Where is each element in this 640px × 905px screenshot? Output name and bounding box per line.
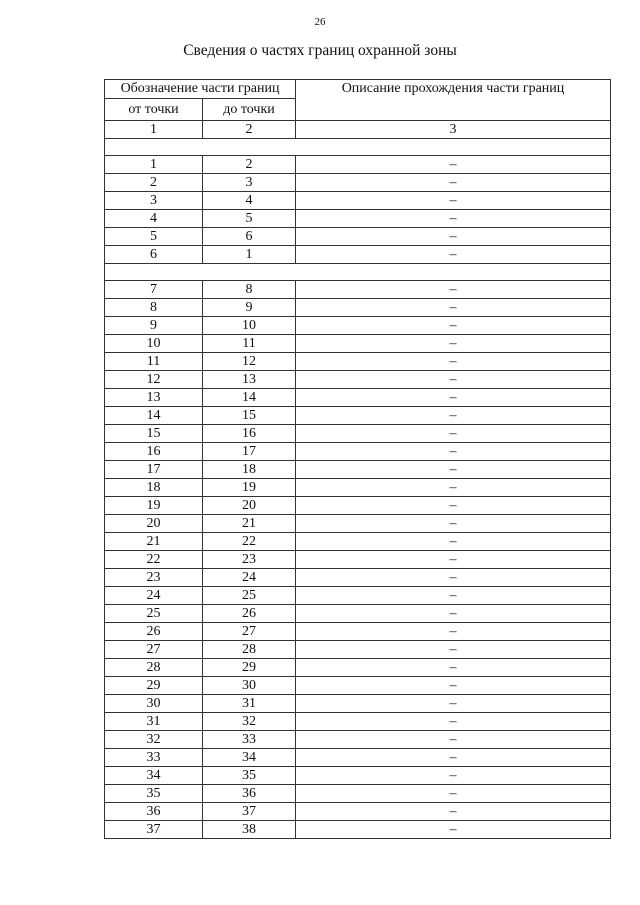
from-point-cell: 26: [105, 623, 203, 641]
to-point-cell: 37: [203, 803, 296, 821]
table-row: [105, 317, 611, 335]
from-point-cell: 27: [105, 641, 203, 659]
to-point-cell: 30: [203, 677, 296, 695]
from-point-cell: 33: [105, 749, 203, 767]
from-point-cell: 17: [105, 461, 203, 479]
to-point-cell: 2: [203, 156, 296, 174]
description-cell: –: [296, 587, 611, 605]
table-row: [105, 192, 611, 210]
table-row: [105, 551, 611, 569]
column-number-2: 2: [203, 121, 296, 139]
header-from-point: от точки: [105, 99, 203, 121]
table-row: [105, 174, 611, 192]
from-point-cell: 5: [105, 228, 203, 246]
table-row: [105, 479, 611, 497]
description-cell: –: [296, 821, 611, 839]
description-cell: –: [296, 174, 611, 192]
to-point-cell: 26: [203, 605, 296, 623]
table-row: [105, 210, 611, 228]
to-point-cell: 5: [203, 210, 296, 228]
to-point-cell: 24: [203, 569, 296, 587]
to-point-cell: 23: [203, 551, 296, 569]
description-cell: –: [296, 569, 611, 587]
table-row: [105, 353, 611, 371]
from-point-cell: 25: [105, 605, 203, 623]
section-separator-cell: [105, 264, 611, 281]
header-boundary-description: Описание прохождения части границ: [296, 80, 611, 121]
description-cell: –: [296, 156, 611, 174]
boundary-parts-table: [104, 79, 611, 839]
from-point-cell: 14: [105, 407, 203, 425]
description-cell: –: [296, 353, 611, 371]
to-point-cell: 3: [203, 174, 296, 192]
description-cell: –: [296, 731, 611, 749]
description-cell: –: [296, 641, 611, 659]
section-separator-2: [105, 264, 611, 281]
from-point-cell: 11: [105, 353, 203, 371]
description-cell: –: [296, 497, 611, 515]
table-row: [105, 695, 611, 713]
description-cell: –: [296, 317, 611, 335]
to-point-cell: 11: [203, 335, 296, 353]
from-point-cell: 8: [105, 299, 203, 317]
to-point-cell: 18: [203, 461, 296, 479]
from-point-cell: 32: [105, 731, 203, 749]
to-point-cell: 27: [203, 623, 296, 641]
table-row: [105, 407, 611, 425]
from-point-cell: 36: [105, 803, 203, 821]
from-point-cell: 3: [105, 192, 203, 210]
from-point-cell: 21: [105, 533, 203, 551]
from-point-cell: 18: [105, 479, 203, 497]
table-row: [105, 749, 611, 767]
table-row: [105, 767, 611, 785]
to-point-cell: 14: [203, 389, 296, 407]
from-point-cell: 4: [105, 210, 203, 228]
from-point-cell: 35: [105, 785, 203, 803]
page-number: 26: [314, 16, 326, 28]
section-separator-1: [105, 139, 611, 156]
from-point-cell: 13: [105, 389, 203, 407]
page-title: Сведения о частях границ охранной зоны: [183, 42, 457, 59]
from-point-cell: 16: [105, 443, 203, 461]
description-cell: –: [296, 749, 611, 767]
section-separator-cell: [105, 139, 611, 156]
table-row: [105, 569, 611, 587]
description-cell: –: [296, 192, 611, 210]
to-point-cell: 4: [203, 192, 296, 210]
to-point-cell: 33: [203, 731, 296, 749]
description-cell: –: [296, 228, 611, 246]
to-point-cell: 8: [203, 281, 296, 299]
to-point-cell: 21: [203, 515, 296, 533]
table-row: [105, 587, 611, 605]
description-cell: –: [296, 659, 611, 677]
description-cell: –: [296, 281, 611, 299]
from-point-cell: 20: [105, 515, 203, 533]
column-numbers-row: [105, 121, 611, 139]
to-point-cell: 20: [203, 497, 296, 515]
table-row: [105, 533, 611, 551]
table-row: [105, 443, 611, 461]
table-row: [105, 156, 611, 174]
to-point-cell: 35: [203, 767, 296, 785]
from-point-cell: 19: [105, 497, 203, 515]
table-row: [105, 425, 611, 443]
description-cell: –: [296, 695, 611, 713]
from-point-cell: 1: [105, 156, 203, 174]
from-point-cell: 15: [105, 425, 203, 443]
to-point-cell: 1: [203, 246, 296, 264]
column-number-3: 3: [296, 121, 611, 139]
to-point-cell: 9: [203, 299, 296, 317]
description-cell: –: [296, 533, 611, 551]
description-cell: –: [296, 407, 611, 425]
description-cell: –: [296, 785, 611, 803]
column-number-1: 1: [105, 121, 203, 139]
to-point-cell: 32: [203, 713, 296, 731]
table-row: [105, 803, 611, 821]
to-point-cell: 19: [203, 479, 296, 497]
description-cell: –: [296, 515, 611, 533]
table-row: [105, 641, 611, 659]
description-cell: –: [296, 299, 611, 317]
table-row: [105, 659, 611, 677]
to-point-cell: 10: [203, 317, 296, 335]
table-row: [105, 389, 611, 407]
to-point-cell: 13: [203, 371, 296, 389]
from-point-cell: 28: [105, 659, 203, 677]
description-cell: –: [296, 461, 611, 479]
description-cell: –: [296, 677, 611, 695]
table-row: [105, 713, 611, 731]
from-point-cell: 23: [105, 569, 203, 587]
to-point-cell: 15: [203, 407, 296, 425]
header-group-boundary-designation: Обозначение части границ: [105, 80, 296, 99]
from-point-cell: 29: [105, 677, 203, 695]
description-cell: –: [296, 371, 611, 389]
to-point-cell: 16: [203, 425, 296, 443]
to-point-cell: 6: [203, 228, 296, 246]
description-cell: –: [296, 246, 611, 264]
table-row: [105, 731, 611, 749]
from-point-cell: 12: [105, 371, 203, 389]
to-point-cell: 36: [203, 785, 296, 803]
description-cell: –: [296, 443, 611, 461]
table-row: [105, 246, 611, 264]
from-point-cell: 30: [105, 695, 203, 713]
from-point-cell: 9: [105, 317, 203, 335]
to-point-cell: 29: [203, 659, 296, 677]
table-row: [105, 281, 611, 299]
to-point-cell: 22: [203, 533, 296, 551]
to-point-cell: 12: [203, 353, 296, 371]
to-point-cell: 17: [203, 443, 296, 461]
table-row: [105, 623, 611, 641]
boundary-parts-table-body: [105, 80, 611, 839]
to-point-cell: 38: [203, 821, 296, 839]
table-row: [105, 461, 611, 479]
description-cell: –: [296, 425, 611, 443]
from-point-cell: 6: [105, 246, 203, 264]
to-point-cell: 34: [203, 749, 296, 767]
from-point-cell: 7: [105, 281, 203, 299]
description-cell: –: [296, 479, 611, 497]
header-to-point: до точки: [203, 99, 296, 121]
description-cell: –: [296, 623, 611, 641]
from-point-cell: 2: [105, 174, 203, 192]
description-cell: –: [296, 605, 611, 623]
table-row: [105, 515, 611, 533]
to-point-cell: 28: [203, 641, 296, 659]
description-cell: –: [296, 803, 611, 821]
table-header-row: [105, 80, 611, 99]
description-cell: –: [296, 713, 611, 731]
table-row: [105, 497, 611, 515]
to-point-cell: 31: [203, 695, 296, 713]
description-cell: –: [296, 389, 611, 407]
table-row: [105, 371, 611, 389]
from-point-cell: 31: [105, 713, 203, 731]
description-cell: –: [296, 767, 611, 785]
table-row: [105, 821, 611, 839]
from-point-cell: 10: [105, 335, 203, 353]
to-point-cell: 25: [203, 587, 296, 605]
from-point-cell: 24: [105, 587, 203, 605]
description-cell: –: [296, 210, 611, 228]
from-point-cell: 22: [105, 551, 203, 569]
table-row: [105, 228, 611, 246]
from-point-cell: 37: [105, 821, 203, 839]
table-row: [105, 335, 611, 353]
from-point-cell: 34: [105, 767, 203, 785]
table-row: [105, 299, 611, 317]
table-row: [105, 605, 611, 623]
table-row: [105, 785, 611, 803]
table-row: [105, 677, 611, 695]
description-cell: –: [296, 551, 611, 569]
description-cell: –: [296, 335, 611, 353]
